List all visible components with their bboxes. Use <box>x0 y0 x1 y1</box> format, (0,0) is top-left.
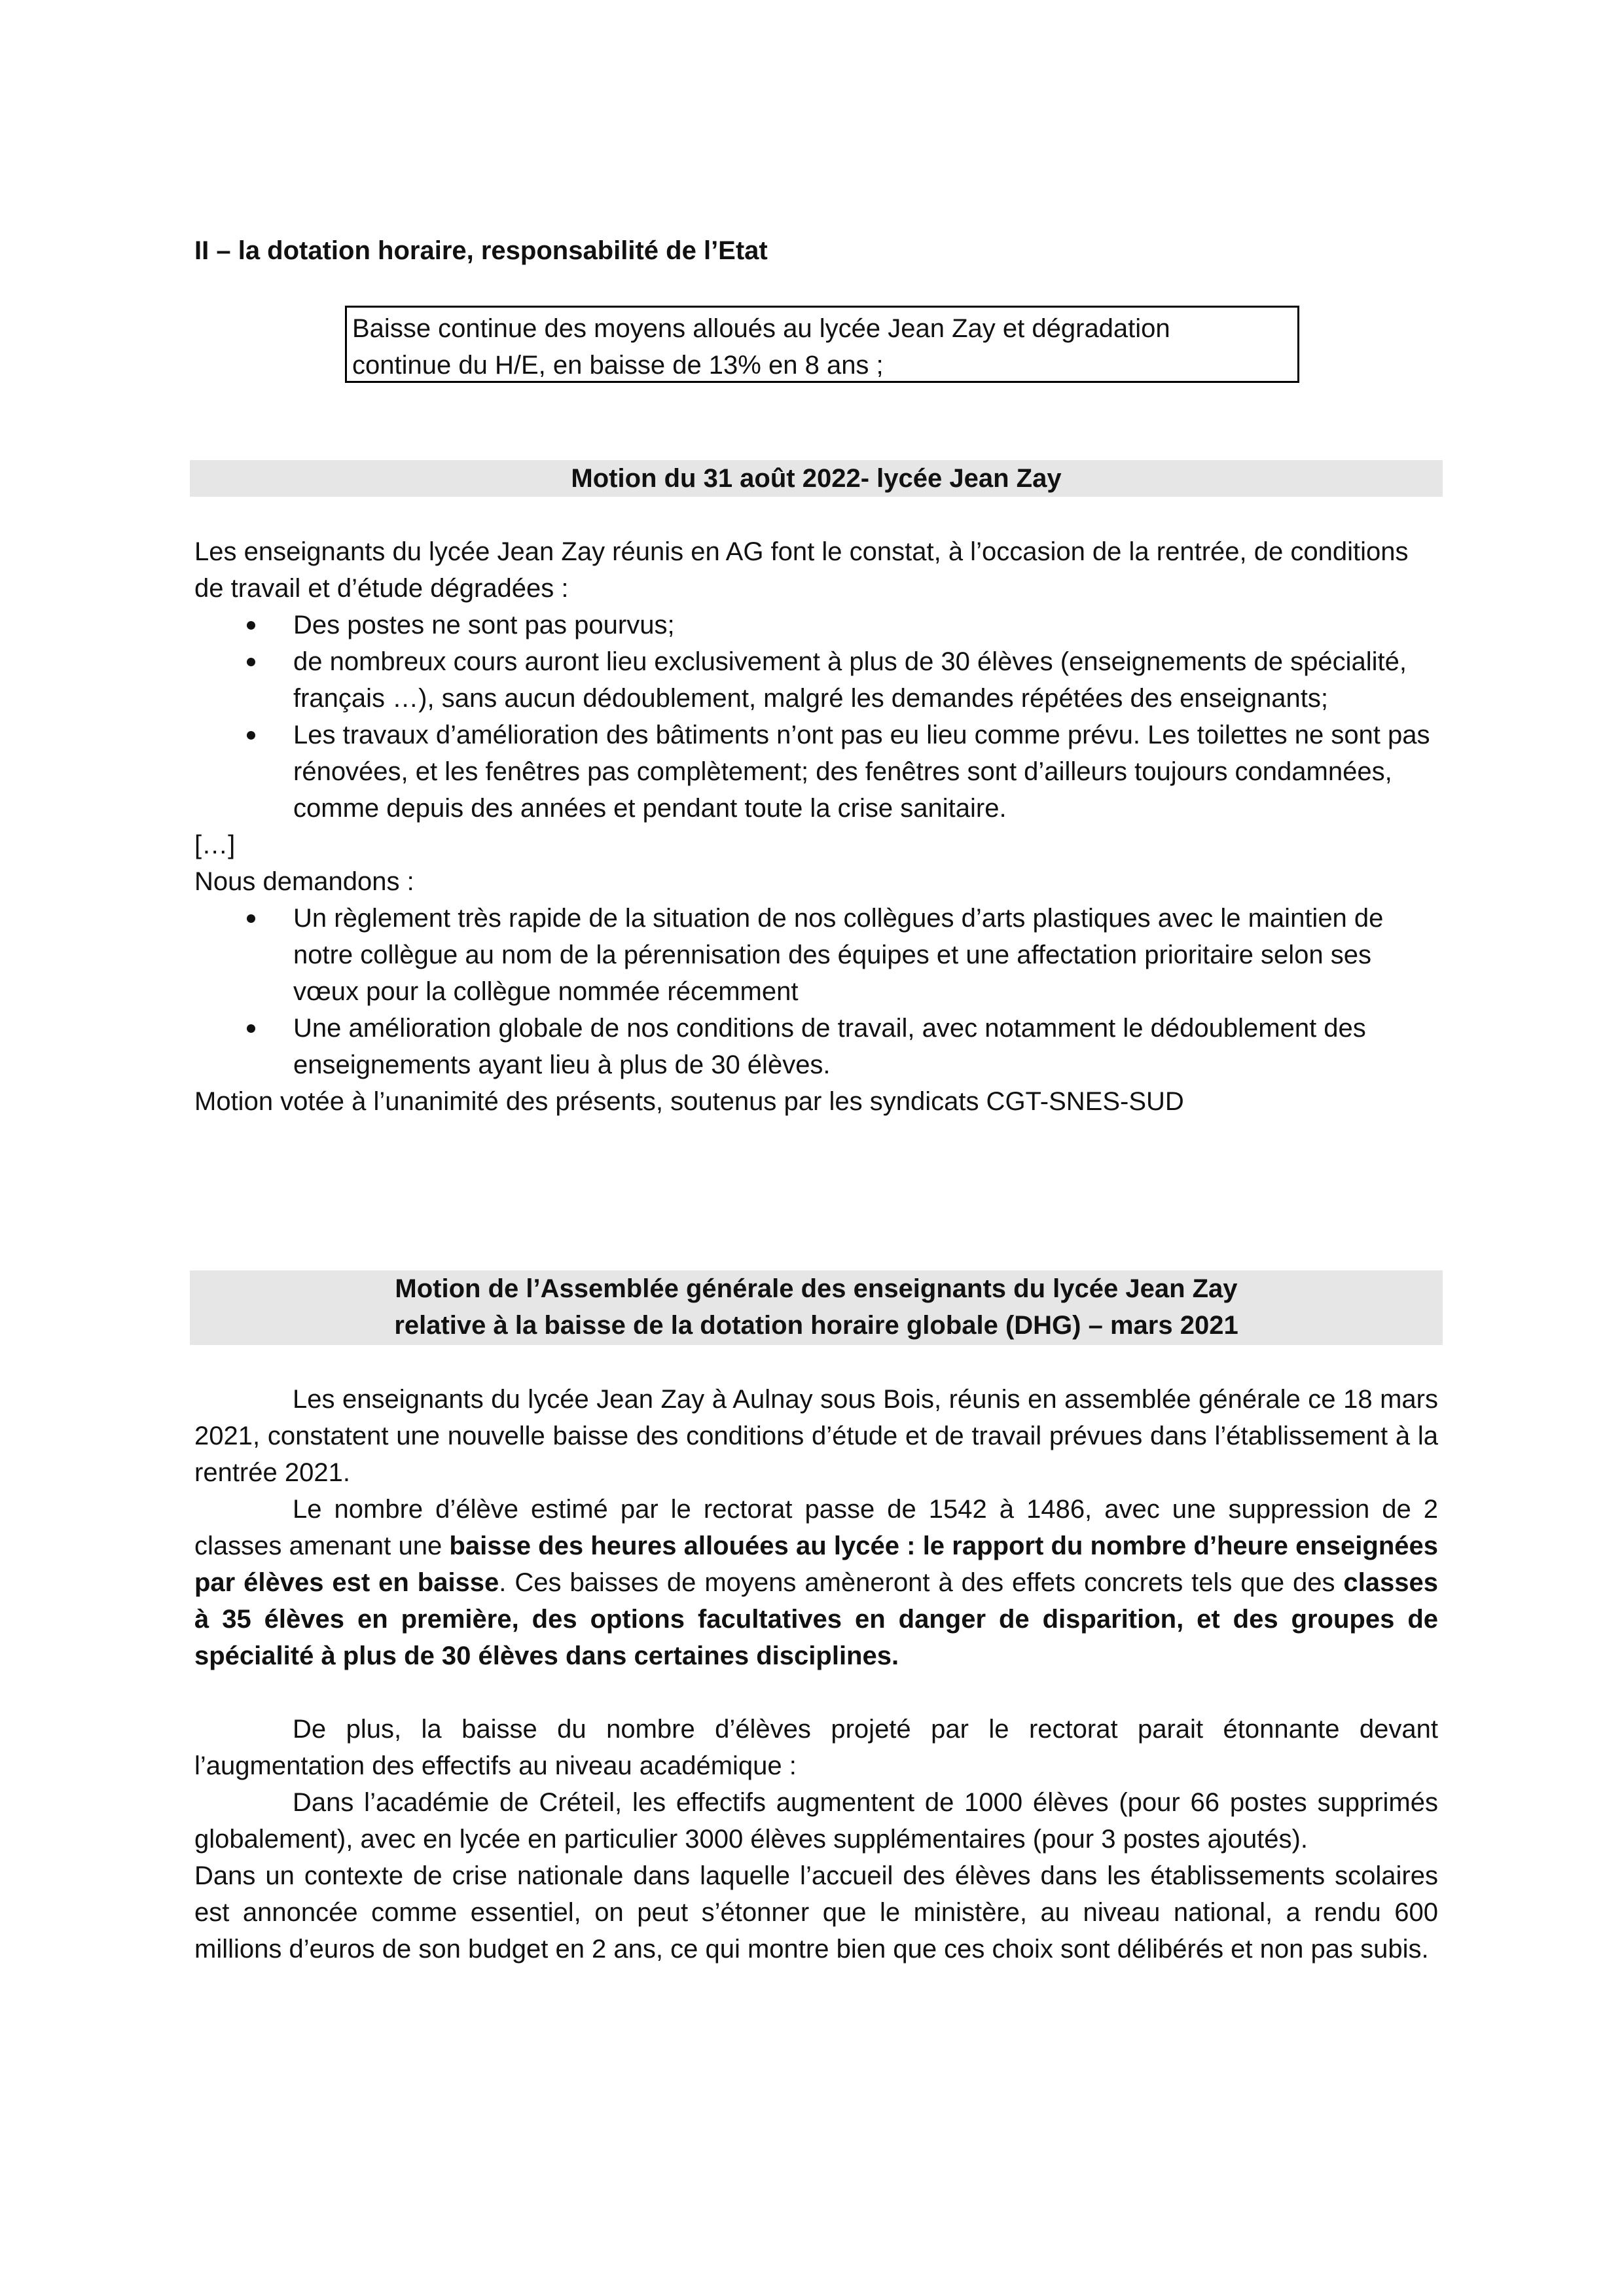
motion-2022-title: Motion du 31 août 2022- lycée Jean Zay <box>190 460 1443 497</box>
list-item: Un règlement très rapide de la situation de nos collègues d’arts plastiques avec le maintien de notre collègue au nom de la pérennisation des équipes et une affectation prioritaire selon ses vœux pour la collègue nommée récemment <box>194 900 1438 1010</box>
paragraph: Les enseignants du lycée Jean Zay à Aulnay sous Bois, réunis en assemblée générale ce 18 mars 2021, constatent une nouvelle baisse des conditions d’étude et de travail prévues dans l’établissement à la rentrée 2021. <box>194 1385 1438 1487</box>
spacer <box>194 1674 1438 1711</box>
list-item: Les travaux d’amélioration des bâtiments n’ont pas eu lieu comme prévu. Les toilettes ne sont pas rénovées, et les fenêtres pas complètement; des fenêtres sont d’ailleurs toujours condamnées, comme depuis des années et pendant toute la crise sanitaire. <box>194 717 1438 827</box>
motion-2022-intro: Les enseignants du lycée Jean Zay réunis en AG font le constat, à l’occasion de la rentrée, de conditions de travail et d’étude dégradées : <box>194 537 1409 603</box>
callout-line-1: Baisse continue des moyens alloués au lycée Jean Zay et dégradation <box>352 314 1170 343</box>
motion-2022-body <box>194 533 1438 1120</box>
demands-label: Nous demandons : <box>194 867 414 896</box>
paragraph <box>194 1491 1438 1674</box>
motion-2021-body <box>194 1381 1438 1967</box>
section-title: II – la dotation horaire, responsabilité de l’Etat <box>194 236 768 265</box>
motion-2021-title-line-1: Motion de l’Assemblée générale des enseignants du lycée Jean Zay <box>395 1274 1238 1303</box>
motion-2021-title-line-2: relative à la baisse de la dotation horaire globale (DHG) – mars 2021 <box>394 1311 1238 1340</box>
paragraph: Dans un contexte de crise nationale dans laquelle l’accueil des élèves dans les établissements scolaires est annoncée comme essentiel, on peut s’étonner que le ministère, au niveau national, a rendu 600 millions d’euros de son budget en 2 ans, ce qui montre bien que ces choix sont délibérés et non pas subis. <box>194 1861 1438 1964</box>
text-run: Le nombre d’élève estimé par le rectorat passe de 1542 à 1486, avec une suppression de 2 classes amenant une <box>194 1495 1438 1560</box>
text-run: . Ces baisses de moyens amèneront à des effets concrets tels que des <box>499 1568 1344 1597</box>
list-item: de nombreux cours auront lieu exclusivement à plus de 30 élèves (enseignements de spécialité, français …), sans aucun dédoublement, malgré les demandes répétées des enseignants; <box>194 643 1438 717</box>
callout-box <box>345 306 1299 383</box>
paragraph: Dans l’académie de Créteil, les effectifs augmentent de 1000 élèves (pour 66 postes supprimés globalement), avec en lycée en particulier 3000 élèves supplémentaires (pour 3 postes ajoutés). <box>194 1788 1438 1854</box>
list-item: Des postes ne sont pas pourvus; <box>194 607 1438 643</box>
list-item: Une amélioration globale de nos conditions de travail, avec notamment le dédoublement des enseignements ayant lieu à plus de 30 élèves. <box>194 1010 1438 1083</box>
motion-2021-title <box>190 1270 1443 1345</box>
paragraph: De plus, la baisse du nombre d’élèves projeté par le rectorat parait étonnante devant l’augmentation des effectifs au niveau académique : <box>194 1715 1438 1780</box>
vote-statement: Motion votée à l’unanimité des présents, soutenus par les syndicats CGT-SNES-SUD <box>194 1087 1184 1116</box>
findings-list <box>194 607 1438 827</box>
ellipsis: […] <box>194 831 236 859</box>
callout-line-2: continue du H/E, en baisse de 13% en 8 ans ; <box>352 351 884 380</box>
bold-text: classes à 35 élèves en première, des options facultatives en danger de disparition, et des groupes de spécialité à plus de 30 élèves dans certaines disciplines. <box>194 1568 1438 1670</box>
demands-list <box>194 900 1438 1083</box>
bold-text: baisse des heures allouées au lycée : le rapport du nombre d’heure enseignées par élèves est en baisse <box>194 1532 1439 1597</box>
